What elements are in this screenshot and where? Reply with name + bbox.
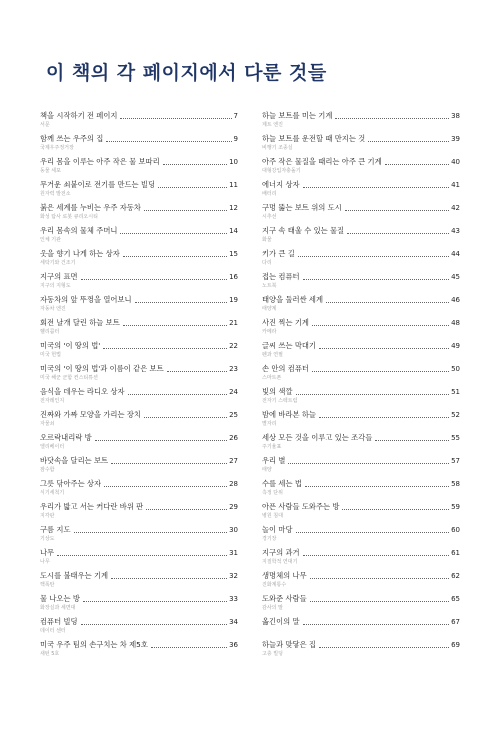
toc-entry-page: 36 [229, 641, 238, 649]
toc-entry-subtitle: 전자레인지 [40, 398, 65, 404]
toc-entry [40, 155, 238, 178]
toc-entry-subtitle: 인체 기관 [40, 237, 61, 243]
toc-entry-subtitle: 엘리베이터 [40, 444, 65, 450]
toc-entry [40, 362, 238, 385]
toc-entry-row [40, 362, 238, 374]
toc-entry-subtitle: 비행기 조종실 [262, 145, 293, 151]
toc-entry-page: 43 [451, 227, 460, 235]
toc-entry-row [262, 155, 460, 167]
toc-entry-row [262, 293, 460, 305]
toc-entry-title: 미국의 '이 땅의 법' [40, 341, 101, 350]
toc-entry-title: 자동차의 앞 뚜껑을 열어보니 [40, 295, 132, 304]
toc-entry-title: 태양을 둘러싼 세계 [262, 295, 324, 304]
toc-entry [262, 339, 460, 362]
toc-entry-row [262, 224, 460, 236]
toc-entry-page: 15 [229, 250, 238, 258]
toc-entry-page: 39 [451, 135, 460, 143]
toc-entry-title: 미국의 '이 땅의 법'과 이름이 같은 보트 [40, 364, 164, 373]
toc-entry-row [262, 408, 460, 420]
toc-entry-row [262, 132, 460, 144]
page-title: 이 책의 각 페이지에서 다룬 것들 [46, 62, 327, 84]
toc-entry-subtitle: 지구의 지형도 [40, 283, 71, 289]
toc-column-right [262, 109, 460, 661]
toc-entry [40, 569, 238, 592]
toc-entry-row [262, 638, 460, 650]
toc-entry-page: 11 [229, 181, 238, 189]
toc-entry-page: 9 [233, 135, 238, 143]
dot-leader [288, 462, 449, 464]
toc-entry-title: 바닷속을 달리는 보트 [40, 456, 109, 465]
toc-entry-row [262, 454, 460, 466]
dot-leader [319, 416, 449, 418]
toc-entry-row [40, 224, 238, 236]
dot-leader [375, 439, 449, 441]
dot-leader [83, 600, 227, 602]
toc-entry [262, 247, 460, 270]
toc-entry-page: 34 [229, 618, 238, 626]
dot-leader [163, 163, 227, 165]
toc-entry-title: 놀이 마당 [262, 525, 293, 534]
toc-entry [262, 201, 460, 224]
toc-entry-row [262, 270, 460, 282]
dot-leader [310, 577, 449, 579]
toc-entry-subtitle: 세탁기와 건조기 [40, 260, 76, 266]
toc-entry-subtitle: 서문 [40, 122, 50, 128]
toc-entry-page: 42 [451, 204, 460, 212]
dot-leader [342, 508, 449, 510]
toc-entry-title: 구멍 뚫는 보트 위의 도시 [262, 203, 342, 212]
toc-entry-title: 하늘과 맞닿은 집 [262, 640, 316, 649]
dot-leader [146, 508, 227, 510]
toc-entry [40, 615, 238, 638]
dot-leader [128, 393, 228, 395]
dot-leader [158, 186, 227, 188]
toc-entry-page: 38 [451, 112, 460, 120]
dot-leader [123, 324, 227, 326]
dot-leader [326, 301, 449, 303]
dot-leader [120, 117, 231, 119]
toc-entry-title: 도와준 사람들 [262, 594, 307, 603]
toc-entry-title: 옮긴이의 말 [262, 617, 300, 626]
toc-entry-page: 65 [451, 595, 460, 603]
dot-leader [298, 255, 449, 257]
toc-entry-title: 수를 세는 법 [262, 479, 302, 488]
toc-entry [40, 224, 238, 247]
toc-entry-title: 오르락내리락 방 [40, 433, 92, 442]
toc-entry [40, 523, 238, 546]
toc-entry-title: 음식을 데우는 라디오 상자 [40, 387, 125, 396]
toc-entry-subtitle: 병원 침대 [262, 513, 283, 519]
toc-entry-row [262, 592, 460, 604]
toc-entry-title: 하늘 보트를 운전할 때 만지는 것 [262, 134, 366, 143]
toc-entry-title: 미국 우주 팀의 손구치는 차 제5호 [40, 640, 148, 649]
toc-entry [262, 132, 460, 155]
toc-entry [262, 569, 460, 592]
toc-entry-subtitle: 노트북 [262, 283, 277, 289]
toc-entry [262, 316, 460, 339]
toc-entry-subtitle: 기상도 [40, 536, 55, 542]
toc-entry-row [262, 201, 460, 213]
toc-entry-row [40, 569, 238, 581]
toc-entry-title: 옷을 향기 나게 하는 상자 [40, 249, 120, 258]
toc-entry [262, 293, 460, 316]
dot-leader [144, 416, 227, 418]
toc-entry-row [262, 477, 460, 489]
toc-entry-title: 밤에 바라본 하늘 [262, 410, 316, 419]
toc-entry-page: 22 [229, 342, 238, 350]
toc-entry-subtitle: 나무 [40, 559, 50, 565]
toc-entry-title: 컴퓨터 빌딩 [40, 617, 78, 626]
toc-entry-title: 하늘 보트를 미는 기계 [262, 111, 333, 120]
toc-entry-subtitle: 잠수함 [40, 467, 55, 473]
toc-entry-row [262, 178, 460, 190]
toc-entry [262, 500, 460, 523]
toc-entry-row [40, 385, 238, 397]
toc-entry [40, 477, 238, 500]
toc-entry [40, 109, 238, 132]
toc-entry-row [40, 155, 238, 167]
toc-entry-subtitle: 화장실과 세면대 [40, 605, 76, 611]
dot-leader [103, 347, 227, 349]
dot-leader [296, 531, 450, 533]
toc-entry-page: 28 [229, 480, 238, 488]
toc-entry-row [262, 385, 460, 397]
dot-leader [167, 370, 227, 372]
toc-entry [40, 408, 238, 431]
dot-leader [303, 278, 450, 280]
dot-leader [123, 255, 227, 257]
dot-leader [303, 186, 450, 188]
toc-entry [40, 132, 238, 155]
toc-entry [262, 592, 460, 615]
toc-entry-row [40, 339, 238, 351]
toc-entry-title: 우리 몸속의 물체 주머니 [40, 226, 118, 235]
dot-leader [385, 163, 449, 165]
toc-entry-row [40, 500, 238, 512]
toc-entry-title: 생명체의 나무 [262, 571, 307, 580]
toc-entry-title: 우리 별 [262, 456, 286, 465]
toc-entry [40, 546, 238, 569]
toc-entry-row [262, 523, 460, 535]
toc-entry-page: 26 [229, 434, 238, 442]
dot-leader [144, 209, 227, 211]
toc-entry-row [40, 201, 238, 213]
toc-entry-page: 61 [451, 549, 460, 557]
toc-entry-page: 30 [229, 526, 238, 534]
toc-entry-subtitle: 경기장 [262, 536, 277, 542]
toc-entry-title: 손 안의 컴퓨터 [262, 364, 309, 373]
toc-entry-title: 진짜와 가짜 모양을 가리는 장치 [40, 410, 141, 419]
dot-leader [135, 301, 228, 303]
toc-entry-row [262, 500, 460, 512]
toc-entry-page: 49 [451, 342, 460, 350]
toc-entry-row [40, 109, 238, 121]
toc-entry-row [40, 638, 238, 650]
toc-entry [262, 385, 460, 408]
toc-entry-title: 회전 날개 달린 하늘 보트 [40, 318, 120, 327]
toc-entry-subtitle: 화성 탐사 로봇 큐리오시티 [40, 214, 98, 220]
toc-entry-title: 책을 시작하기 전 페이지 [40, 111, 118, 120]
toc-column-left [40, 109, 238, 661]
toc-entry-title: 글씨 쓰는 막대기 [262, 341, 316, 350]
toc-entry-subtitle: 측정 단위 [262, 490, 283, 496]
toc-entry-page: 46 [451, 296, 460, 304]
toc-entry [262, 224, 460, 247]
dot-leader [310, 600, 449, 602]
toc-entry-page: 51 [451, 388, 460, 396]
toc-entry-page: 29 [229, 503, 238, 511]
toc-entry-row [40, 454, 238, 466]
toc-entry [40, 592, 238, 615]
toc-entry [262, 477, 460, 500]
toc-entry-row [40, 431, 238, 443]
toc-entry-title: 나무 [40, 548, 55, 557]
dot-leader [111, 462, 227, 464]
toc-entry [40, 270, 238, 293]
toc-entry-title: 구름 지도 [40, 525, 71, 534]
toc-entry-page: 10 [229, 158, 238, 166]
toc-entry-page: 59 [451, 503, 460, 511]
toc-entry-subtitle: 동물 세포 [40, 168, 61, 174]
toc-entry [262, 362, 460, 385]
toc-entry-page: 14 [229, 227, 238, 235]
toc-entry [40, 500, 238, 523]
toc-entry-page: 55 [451, 434, 460, 442]
dot-leader [368, 140, 449, 142]
dot-leader [305, 485, 449, 487]
toc-entry [40, 454, 238, 477]
toc-entry [40, 247, 238, 270]
toc-entry-page: 58 [451, 480, 460, 488]
toc-entry-subtitle: 국제우주정거장 [40, 145, 74, 151]
toc-entry-page: 12 [229, 204, 238, 212]
toc-entry [262, 638, 460, 661]
toc-entry [262, 155, 460, 178]
toc-entry-row [262, 546, 460, 558]
toc-entry [40, 201, 238, 224]
toc-entry-page: 62 [451, 572, 460, 580]
toc-entry-title: 아주 작은 물질을 때리는 아주 큰 기계 [262, 157, 382, 166]
toc-entry [262, 615, 460, 638]
toc-entry [262, 178, 460, 201]
toc-entry-page: 41 [451, 181, 460, 189]
toc-entry-page: 25 [229, 411, 238, 419]
toc-entry [40, 431, 238, 454]
toc-entry-row [40, 592, 238, 604]
toc-entry-page: 67 [451, 618, 460, 626]
toc-entry-title: 무거운 쇠붙이로 전기를 만드는 빌딩 [40, 180, 156, 189]
toc-entry-subtitle: 감사의 말 [262, 605, 283, 611]
toc-entry [262, 431, 460, 454]
dot-leader [81, 278, 228, 280]
toc-entry-row [262, 247, 460, 259]
toc-entry-page: 32 [229, 572, 238, 580]
toc-entry-subtitle: 스마트폰 [262, 375, 282, 381]
toc-entry [262, 546, 460, 569]
toc-entry-row [40, 293, 238, 305]
toc-entry-page: 44 [451, 250, 460, 258]
toc-entry-title: 우리 몸을 이루는 아주 작은 물 보따리 [40, 157, 160, 166]
toc-entry-title: 키가 큰 길 [262, 249, 295, 258]
toc-entry-subtitle: 주기율표 [262, 444, 282, 450]
dot-leader [347, 232, 449, 234]
toc-entry-page: 23 [229, 365, 238, 373]
toc-entry-row [262, 316, 460, 328]
toc-entry-subtitle: 헬리콥터 [40, 329, 60, 335]
toc-entry-subtitle: 고층 빌딩 [262, 651, 283, 657]
toc-entry-title: 도시를 불태우는 기계 [40, 571, 109, 580]
toc-entry-row [262, 339, 460, 351]
toc-entry-subtitle: 미국 해군 군함 컨스티튜션 [40, 375, 98, 381]
toc-entry-title: 지구의 표면 [40, 272, 78, 281]
toc-entry-page: 69 [451, 641, 460, 649]
toc-entry-subtitle: 시추선 [262, 214, 277, 220]
toc-entry-subtitle: 미국 헌법 [40, 352, 61, 358]
toc-entry [40, 385, 238, 408]
toc-entry-page: 50 [451, 365, 460, 373]
toc-entry-subtitle: 배터리 [262, 191, 277, 197]
toc-entry-row [262, 362, 460, 374]
toc-entry [40, 339, 238, 362]
toc-entry-subtitle: 데이터 센터 [40, 628, 66, 634]
toc-entry-subtitle: 화물 [262, 237, 272, 243]
dot-leader [335, 117, 449, 119]
toc-entry-title: 붉은 세계를 누비는 우주 자동차 [40, 203, 141, 212]
toc-entry-page: 16 [229, 273, 238, 281]
toc-entry-row [40, 247, 238, 259]
toc-entry-page: 31 [229, 549, 238, 557]
toc-entry-subtitle: 자동차 엔진 [40, 306, 66, 312]
dot-leader [120, 232, 227, 234]
dot-leader [106, 140, 231, 142]
toc-entry-row [40, 523, 238, 535]
toc-entry-title: 에너지 상자 [262, 180, 300, 189]
toc-entry-page: 60 [451, 526, 460, 534]
toc-entry-subtitle: 지질학적 연대기 [262, 559, 298, 565]
toc-entry-page: 19 [229, 296, 238, 304]
dot-leader [74, 531, 228, 533]
toc-entry-page: 24 [229, 388, 238, 396]
toc-entry-title: 아픈 사람들 도와주는 방 [262, 502, 340, 511]
toc-entry-page: 33 [229, 595, 238, 603]
toc-entry [40, 178, 238, 201]
toc-entry-page: 27 [229, 457, 238, 465]
toc-entry [262, 109, 460, 132]
dot-leader [312, 324, 449, 326]
toc-entry-subtitle: 카메라 [262, 329, 277, 335]
toc-entry-title: 함께 쓰는 우주의 집 [40, 134, 104, 143]
toc-entry [262, 454, 460, 477]
toc-entry-page: 40 [451, 158, 460, 166]
dot-leader [303, 623, 450, 625]
toc-entry-subtitle: 제트 엔진 [262, 122, 283, 128]
dot-leader [319, 347, 449, 349]
toc-entry-subtitle: 다리 [262, 260, 272, 266]
dot-leader [57, 554, 227, 556]
toc-entry-subtitle: 태양 [262, 467, 272, 473]
toc-entry-title: 우리가 밟고 서는 커다란 바위 판 [40, 502, 144, 511]
toc-entry-row [40, 546, 238, 558]
dot-leader [151, 646, 227, 648]
dot-leader [345, 209, 449, 211]
toc-entry-row [40, 132, 238, 144]
toc-entry-page: 52 [451, 411, 460, 419]
toc-entry-subtitle: 핵폭탄 [40, 582, 55, 588]
toc-entry-title: 그릇 닦아주는 상자 [40, 479, 102, 488]
toc-entry-subtitle: 자물쇠 [40, 421, 55, 427]
toc-entry-subtitle: 별자리 [262, 421, 277, 427]
toc-entry [262, 270, 460, 293]
toc-entry-row [262, 431, 460, 443]
toc-entry-row [40, 408, 238, 420]
toc-entry [262, 523, 460, 546]
toc-entry-subtitle: 식기세척기 [40, 490, 65, 496]
toc-entry-page: 21 [229, 319, 238, 327]
toc-entry-row [40, 615, 238, 627]
toc-entry-row [262, 109, 460, 121]
dot-leader [81, 623, 228, 625]
toc-entry-title: 지구의 과거 [262, 548, 300, 557]
toc-entry-subtitle: 태양계 [262, 306, 277, 312]
toc-entry-row [40, 477, 238, 489]
dot-leader [319, 646, 449, 648]
toc-entry-title: 지구 속 태울 수 있는 물질 [262, 226, 345, 235]
toc-entry-subtitle: 전자기 스펙트럼 [262, 398, 298, 404]
toc-entry-subtitle: 원자력 발전소 [40, 191, 71, 197]
dot-leader [312, 370, 449, 372]
toc-entry-subtitle: 진화계통수 [262, 582, 287, 588]
dot-leader [296, 393, 450, 395]
toc-entry-page: 45 [451, 273, 460, 281]
toc-entry-subtitle: 지각판 [40, 513, 55, 519]
dot-leader [303, 554, 450, 556]
dot-leader [111, 577, 227, 579]
toc-entry-title: 접는 컴퓨터 [262, 272, 300, 281]
toc-entry-row [40, 316, 238, 328]
toc-entry [40, 316, 238, 339]
toc-entry-page: 48 [451, 319, 460, 327]
toc-entry-subtitle: 대형강입자충돌기 [262, 168, 301, 174]
toc-entry-subtitle: 펜과 연필 [262, 352, 283, 358]
toc-entry-title: 물 나오는 방 [40, 594, 80, 603]
toc-entry-title: 세상 모든 것을 이루고 있는 조각들 [262, 433, 373, 442]
toc-entry-page: 57 [451, 457, 460, 465]
toc-entry-row [262, 615, 460, 627]
toc-entry-subtitle: 새턴 5호 [40, 651, 60, 657]
toc-entry-row [40, 270, 238, 282]
dot-leader [104, 485, 227, 487]
toc-entry-row [40, 178, 238, 190]
toc-entry-title: 빛의 색깔 [262, 387, 293, 396]
toc-entry [40, 638, 238, 661]
toc-entry-row [262, 569, 460, 581]
toc-entry [40, 293, 238, 316]
dot-leader [95, 439, 227, 441]
toc-entry-page: 7 [233, 112, 238, 120]
toc-entry [262, 408, 460, 431]
toc-entry-title: 사진 찍는 기계 [262, 318, 309, 327]
